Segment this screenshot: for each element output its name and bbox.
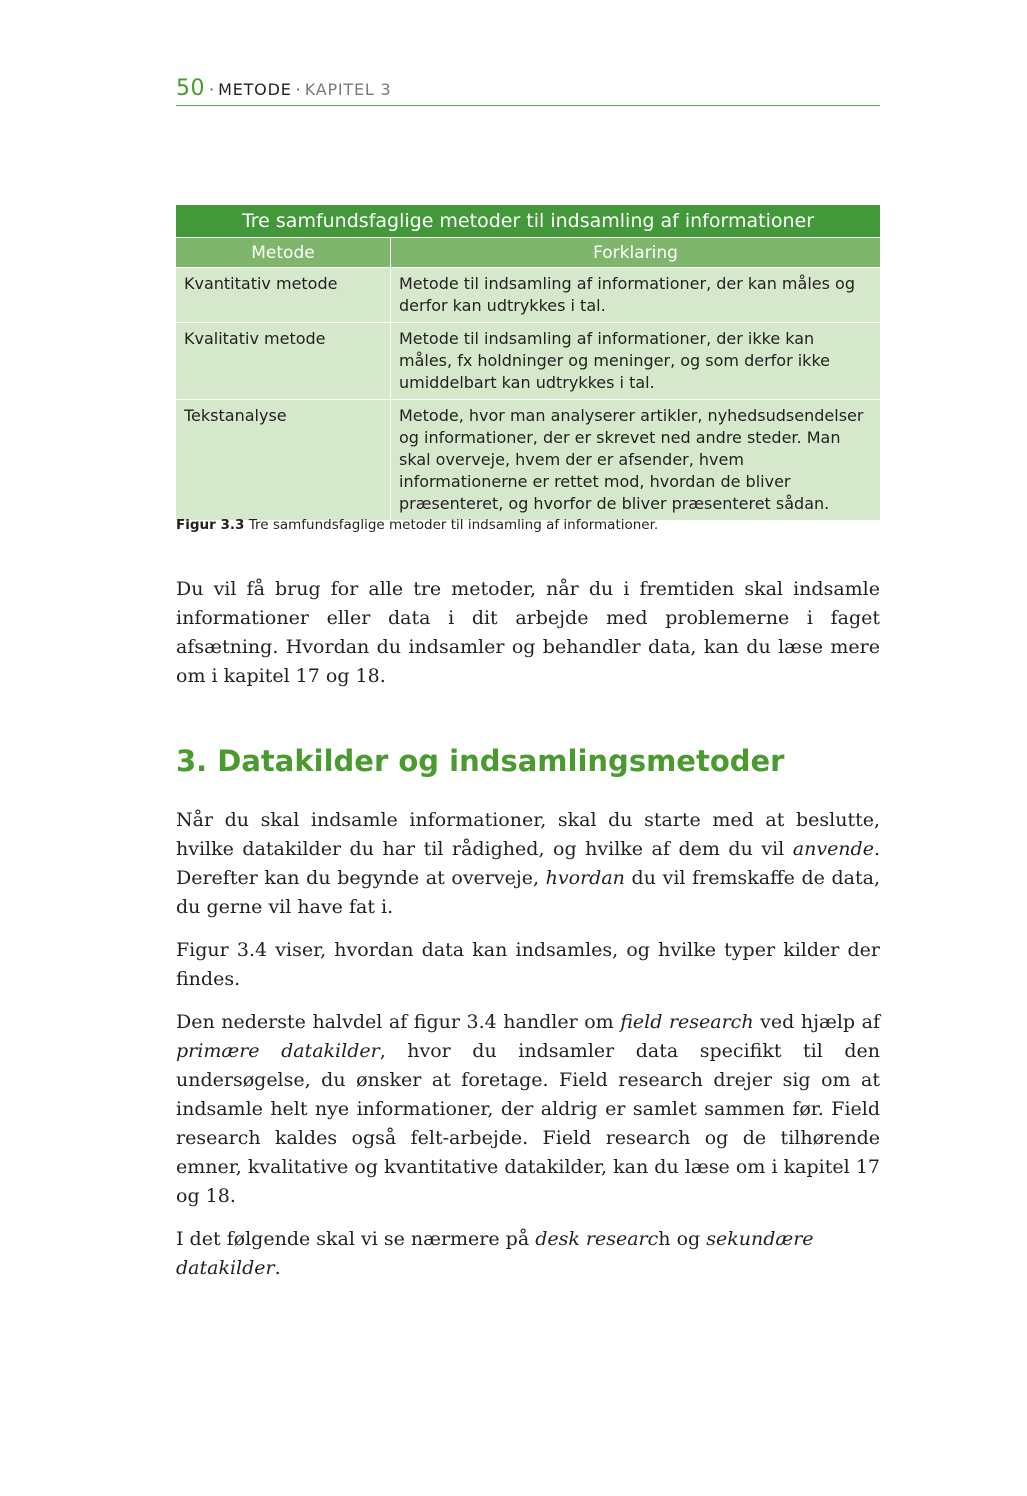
text-run: ved hjælp af: [753, 1011, 880, 1033]
text-run: Den nederste halvdel af figur 3.4 handler om: [176, 1011, 621, 1033]
table-cell-method: Kvantitativ metode: [176, 268, 391, 323]
caption-label: Figur 3.3: [176, 517, 245, 533]
column-header-explanation: Forklaring: [391, 238, 881, 268]
methods-table: [176, 205, 880, 520]
text-run: , hvor du indsamler data specifikt til den undersøgelse, du ønsker at foretage. Field research drejer sig om at indsamle helt nye informationer, der aldrig er samlet sammen før. Field research kaldes også felt-arbejde. Field research og de tilhørende emner, kvalitative og kvantitative datakilder, kan du læse om i kapitel 17 og 18.: [176, 1040, 880, 1207]
text-run: .: [274, 1257, 281, 1279]
header-separator-2: ·: [295, 80, 301, 99]
book-title: METODE: [218, 80, 292, 99]
header-separator: ·: [209, 80, 215, 99]
page-number: 50: [176, 76, 205, 101]
table-row: [176, 268, 880, 323]
table-row: [176, 400, 880, 521]
table-cell-explanation: Metode, hvor man analyserer artikler, nyhedsudsendelser og informationer, der er skrevet ned andre steder. Man skal overveje, hvem der er afsender, hvem informationerne er rettet mod, hvordan de bliver præsenteret, og hvorfor de bliver præsenteret sådan.: [391, 400, 881, 521]
figure-caption: [176, 517, 880, 533]
text-run: du vil fremskaffe de data, du gerne vil have fat i.: [176, 867, 880, 918]
paragraph-1: [176, 806, 880, 922]
emphasis: desk researc: [535, 1228, 659, 1250]
paragraph-4: [176, 1225, 880, 1283]
paragraph-2: Figur 3.4 viser, hvordan data kan indsamles, og hvilke typer kilder der findes.: [176, 939, 880, 990]
column-header-method: Metode: [176, 238, 391, 268]
running-header: [176, 76, 880, 106]
section-heading: 3. Datakilder og indsamlingsmetoder: [176, 744, 785, 778]
table-cell-explanation: Metode til indsamling af informationer, der kan måles og derfor kan udtrykkes i tal.: [391, 268, 881, 323]
table-cell-method: Tekstanalyse: [176, 400, 391, 521]
intro-paragraph: Du vil få brug for alle tre metoder, når du i fremtiden skal indsamle informationer eller data i dit arbejde med problemerne i faget afsætning. Hvordan du indsamler og behandler data, kan du læse mere om i kapitel 17 og 18.: [176, 578, 880, 687]
caption-text: Tre samfundsfaglige metoder til indsamling af informationer.: [248, 517, 659, 533]
section-body: [176, 806, 880, 1297]
table-title: Tre samfundsfaglige metoder til indsamling af informationer: [176, 205, 880, 238]
text-run: I det følgende skal vi se nærmere på: [176, 1228, 536, 1250]
emphasis: anvende: [792, 838, 874, 860]
text-run: h og: [658, 1228, 707, 1250]
emphasis: field research: [620, 1011, 754, 1033]
emphasis: primære datakilder: [176, 1040, 380, 1062]
paragraph-3: [176, 1008, 880, 1211]
chapter-label: KAPITEL 3: [304, 80, 392, 99]
text-run: Når du skal indsamle informationer, skal du starte med at beslutte, hvilke datakilder du har til rådighed, og hvilke af dem du vil: [176, 809, 880, 860]
emphasis: hvordan: [545, 867, 625, 889]
emphasis: sekundære datakilder: [176, 1228, 814, 1279]
table-cell-method: Kvalitativ metode: [176, 323, 391, 400]
table-row: [176, 323, 880, 400]
table-cell-explanation: Metode til indsamling af informationer, der ikke kan måles, fx holdninger og meninger, og som derfor ikke umiddelbart kan udtrykkes i tal.: [391, 323, 881, 400]
text-run: . Derefter kan du begynde at overveje,: [176, 838, 880, 889]
